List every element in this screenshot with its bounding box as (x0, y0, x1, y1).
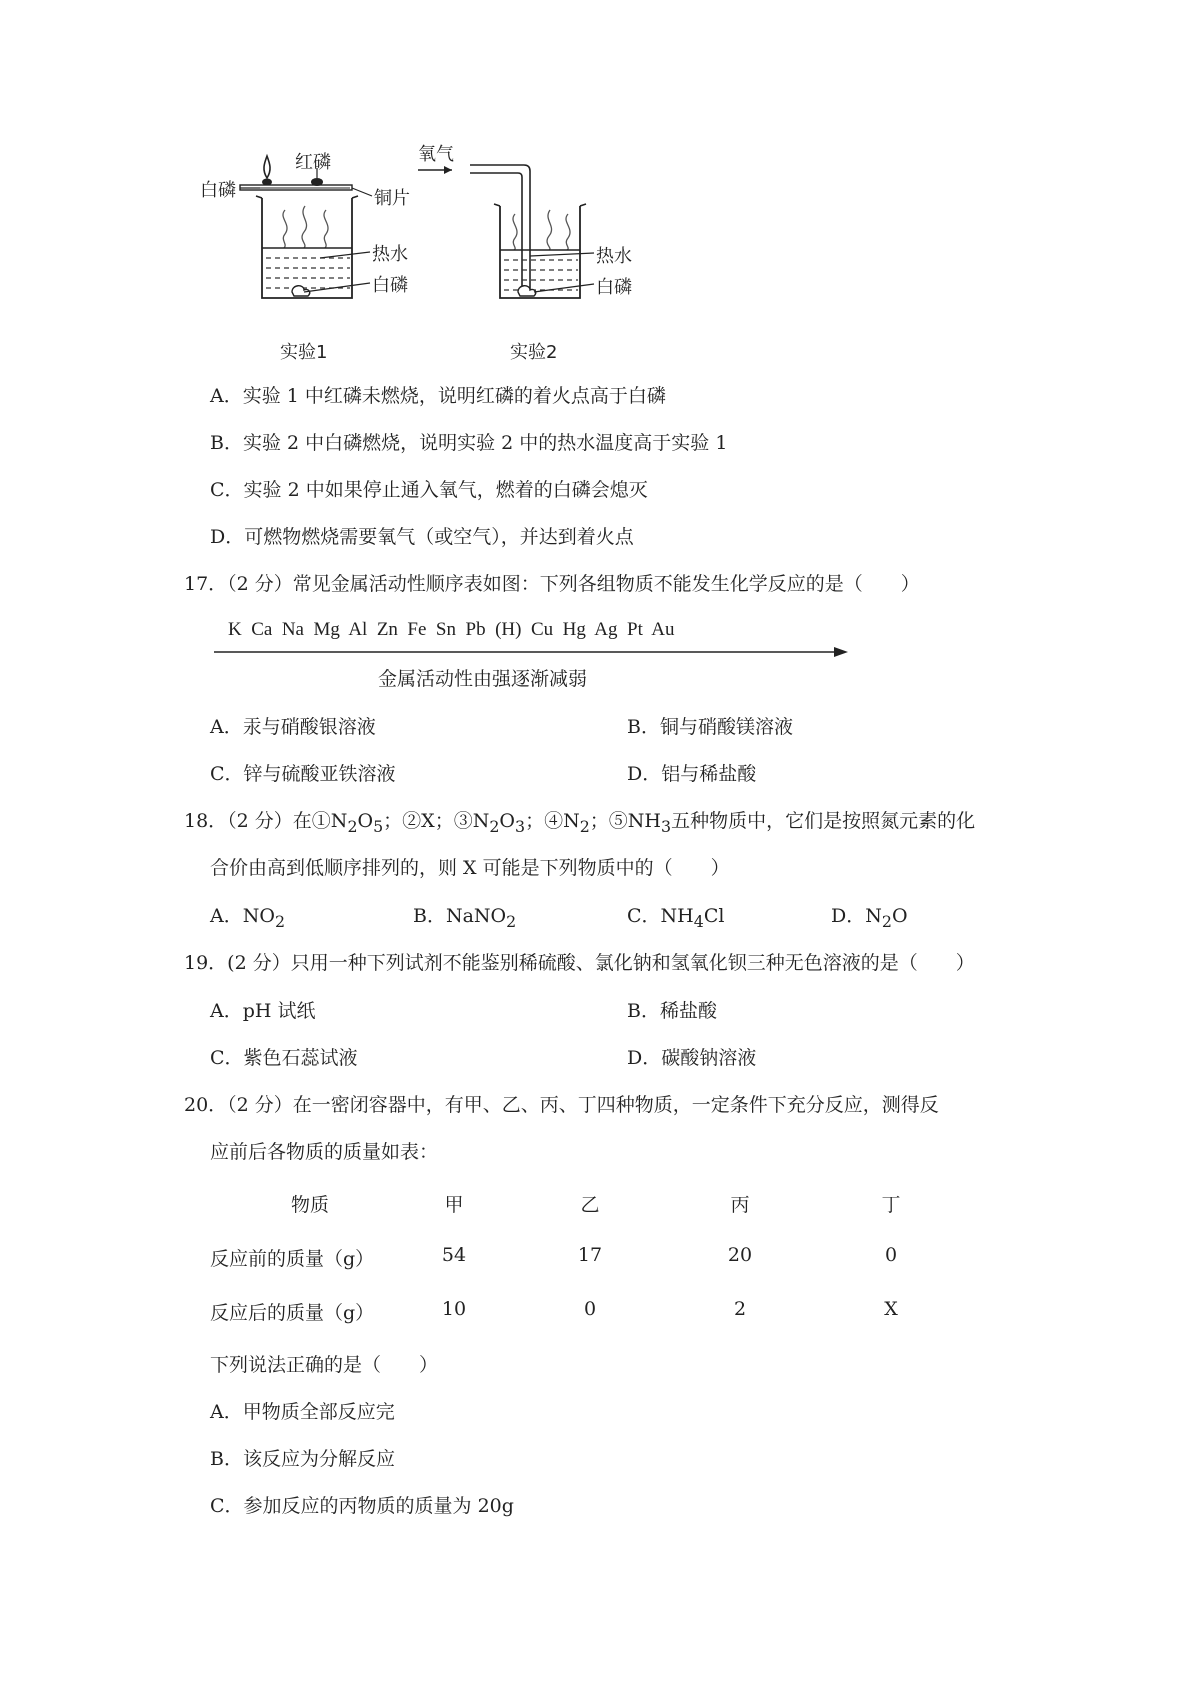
label-hot-water-1: 热水 (372, 244, 408, 265)
table-header-cell: 乙 (580, 1194, 600, 1216)
table-row-label: 反应后的质量（g） (210, 1302, 375, 1324)
q19-option-d: D．碳酸钠溶液 (627, 1047, 757, 1069)
label-white-phosphorus-bottom-1: 白磷 (372, 275, 408, 296)
q16-option-c: C．实验 2 中如果停止通入氧气，燃着的白磷会熄灭 (210, 479, 648, 501)
label-red-phosphorus: 红磷 (295, 152, 331, 173)
q19-stem: 19．(2 分）只用一种下列试剂不能鉴别稀硫酸、氯化钠和氢氧化钡三种无色溶液的是（ ） (184, 952, 975, 974)
q18-stem-line2: 合价由高到低顺序排列的，则 X 可能是下列物质中的（ ） (210, 857, 730, 879)
table-header-cell: 丁 (881, 1194, 901, 1216)
q17-option-d: D．铝与稀盐酸 (627, 763, 757, 785)
label-experiment-1: 实验1 (280, 342, 328, 363)
q16-option-a: A．实验 1 中红磷未燃烧，说明红磷的着火点高于白磷 (210, 385, 666, 407)
table-cell: 2 (733, 1298, 747, 1320)
experiment-1-apparatus (240, 156, 372, 298)
combustion-experiment-figure (200, 140, 690, 370)
q17-option-a: A．汞与硝酸银溶液 (210, 716, 376, 738)
table-cell: 10 (441, 1298, 467, 1320)
q19-option-c: C．紫色石蕊试液 (210, 1047, 358, 1069)
q20-prompt: 下列说法正确的是（ ） (210, 1354, 439, 1376)
activity-arrow-caption: 金属活动性由强逐渐减弱 (378, 668, 588, 690)
label-white-phosphorus-top: 白磷 (200, 180, 236, 201)
q20-stem-line2: 应前后各物质的质量如表： (210, 1141, 439, 1163)
experiment-2-apparatus (418, 165, 594, 298)
q16-option-b: B．实验 2 中白磷燃烧，说明实验 2 中的热水温度高于实验 1 (210, 432, 728, 454)
label-experiment-2: 实验2 (510, 342, 558, 363)
label-oxygen: 氧气 (418, 144, 454, 165)
q18-option-d: D．$N_2O$ (831, 905, 908, 931)
q19-option-a: A．pH 试纸 (210, 1000, 316, 1022)
table-cell: 0 (583, 1298, 597, 1320)
q17-stem: 17．（2 分）常见金属活动性顺序表如图：下列各组物质不能发生化学反应的是（ ） (184, 573, 920, 595)
q18-option-b: B．NaNO$_2$ (413, 905, 517, 931)
label-copper-plate: 铜片 (374, 188, 410, 209)
table-header-cell: 物质 (290, 1194, 329, 1216)
table-cell: 0 (884, 1244, 898, 1266)
q17-option-b: B．铜与硝酸镁溶液 (627, 716, 793, 738)
q19-option-b: B．稀盐酸 (627, 1000, 717, 1022)
metal-activity-series: K Ca Na Mg Al Zn Fe Sn Pb (H) Cu Hg Ag Pt Au (228, 619, 675, 640)
table-cell: X (884, 1298, 898, 1320)
q18-option-c: C．$NH_4Cl$ (627, 905, 725, 931)
q18-stem-line1: 18．（2 分）在$①N_2O_5$；②X；$③N_2O_3$；$④N_2$；$⑤NH_3$五种物质中，它们是按照氮元素的化 (184, 810, 976, 836)
label-white-phosphorus-bottom-2: 白磷 (596, 277, 632, 298)
q20-option-a: A．甲物质全部反应完 (210, 1401, 395, 1423)
table-row-label: 反应前的质量（g） (210, 1248, 375, 1270)
q20-option-b: B．该反应为分解反应 (210, 1448, 395, 1470)
label-hot-water-2: 热水 (596, 246, 632, 267)
table-cell: 20 (727, 1244, 753, 1266)
table-header-cell: 甲 (444, 1194, 464, 1216)
table-header-cell: 丙 (730, 1194, 750, 1216)
activity-arrow (214, 644, 854, 660)
q16-option-d: D．可燃物燃烧需要氧气（或空气），并达到着火点 (210, 526, 634, 548)
q20-stem-line1: 20．（2 分）在一密闭容器中，有甲、乙、丙、丁四种物质，一定条件下充分反应，测得反 (184, 1094, 939, 1116)
table-cell: 17 (577, 1244, 603, 1266)
q17-option-c: C．锌与硫酸亚铁溶液 (210, 763, 396, 785)
q20-option-c: C．参加反应的丙物质的质量为 20g (210, 1495, 514, 1517)
q18-option-a: A．$NO_2$ (210, 905, 286, 931)
table-cell: 54 (441, 1244, 467, 1266)
